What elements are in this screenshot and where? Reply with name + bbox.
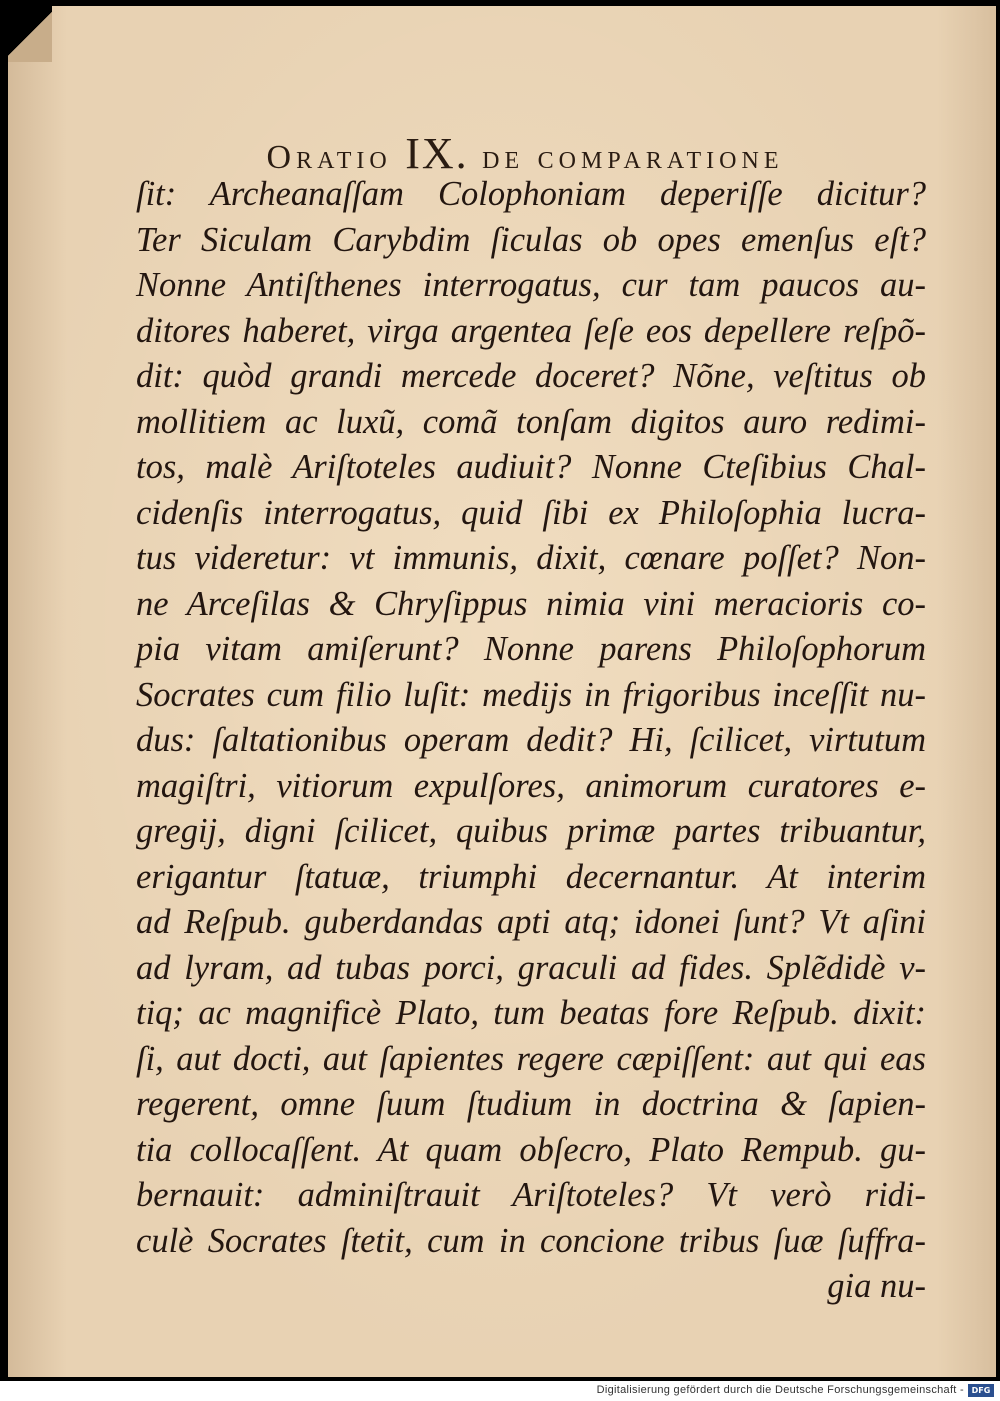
text-line: pia vitam amiſerunt? Nonne parens Philoſophorum <box>136 630 926 668</box>
dfg-logo: DFG <box>968 1384 994 1397</box>
text-line: ditores haberet, virga argentea ſeſe eos depellere reſpõ- <box>136 311 926 350</box>
text-line: tos, malè Ariſtoteles audiuit? Nonne Cteſibius Chal- <box>136 448 926 486</box>
running-head-pre: Oratio <box>266 139 392 176</box>
text-line: culè Socrates ſtetit, cum in concione tribus ſuæ ſuffra- <box>136 1221 926 1260</box>
body-text <box>136 172 926 1310</box>
catchword: gia nu- <box>827 1267 926 1305</box>
text-line: Nonne Antiſthenes interrogatus, cur tam paucos au- <box>136 266 926 304</box>
text-line: magiſtri, vitiorum expulſores, animorum curatores e- <box>136 766 926 805</box>
text-line: ad Reſpub. guberdandas apti atq; idonei ſunt? Vt aſini <box>136 903 926 941</box>
text-line: Ter Siculam Carybdim ſiculas ob opes emenſus eſt? <box>136 220 926 259</box>
text-line: tiq; ac magnificè Plato, tum beatas fore Reſpub. dixit: <box>136 994 926 1032</box>
torn-corner <box>8 6 52 62</box>
text-line: ſit: Archeanaſſam Colophoniam deperiſſe dicitur? <box>136 175 926 213</box>
funding-credit: Digitalisierung gefördert durch die Deutsche Forschungsgemeinschaft - <box>596 1384 964 1396</box>
text-line: tia collocaſſent. At quam obſecro, Plato Rempub. gu- <box>136 1130 926 1169</box>
text-line: mollitiem ac luxũ, comã tonſam digitos auro redimi- <box>136 402 926 441</box>
text-line: dus: ſaltationibus operam dedit? Hi, ſcilicet, virtutum <box>136 721 926 759</box>
text-line: gregij, digni ſcilicet, quibus primæ partes tribuantur, <box>136 812 926 850</box>
text-line: bernauit: adminiſtrauit Ariſtoteles? Vt verò ridi- <box>136 1176 926 1214</box>
text-line: dit: quòd grandi mercede doceret? Nõne, veſtitus ob <box>136 357 926 395</box>
text-line: erigantur ſtatuæ, triumphi decernantur. At interim <box>136 857 926 896</box>
text-line: ad lyram, ad tubas porci, graculi ad fides. Splẽdidè v- <box>136 948 926 987</box>
text-line: ne Arceſilas & Chryſippus nimia vini meracioris co- <box>136 584 926 623</box>
running-head-post: de comparatione <box>482 139 784 176</box>
text-line: Socrates cum filio luſit: medijs in frigoribus inceſſit nu- <box>136 675 926 714</box>
oration-number: IX. <box>405 129 469 178</box>
text-line: tus videretur: vt immunis, dixit, cœnare poſſet? Non- <box>136 539 926 577</box>
text-line: cidenſis interrogatus, quid ſibi ex Philoſophia lucra- <box>136 493 926 532</box>
text-line: regerent, omne ſuum ſtudium in doctrina & ſapien- <box>136 1085 926 1123</box>
text-line: ſi, aut docti, aut ſapientes regere cæpiſſent: aut qui eas <box>136 1039 926 1078</box>
